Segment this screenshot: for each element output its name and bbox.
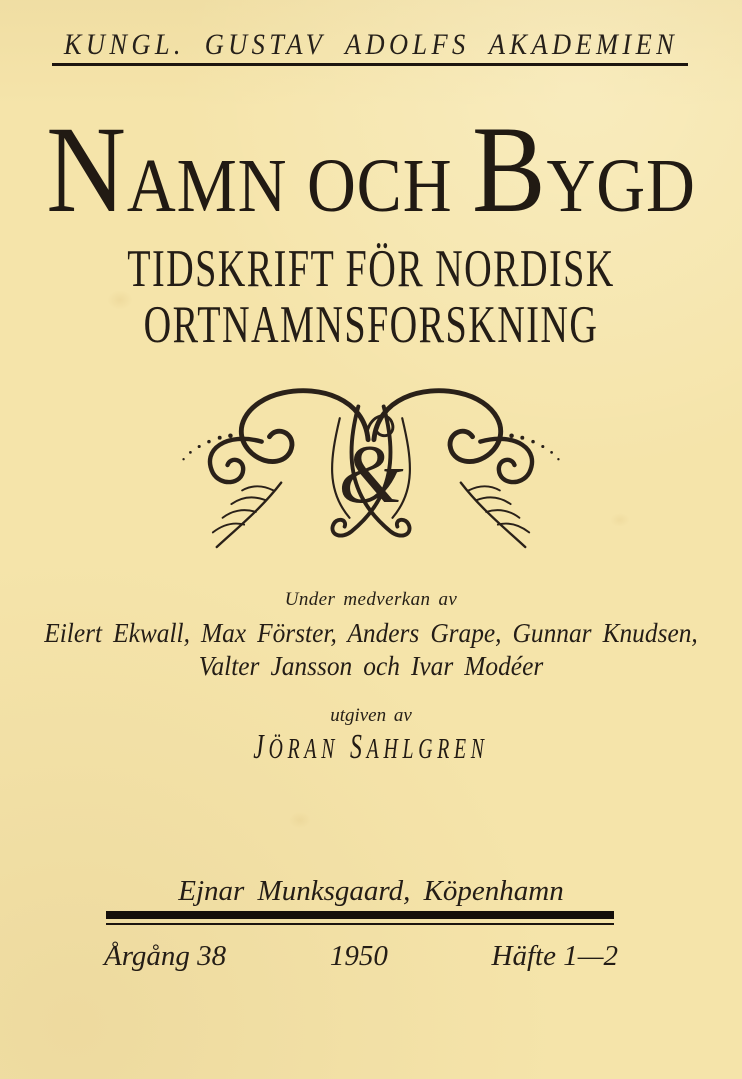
year-label: 1950 <box>329 940 388 972</box>
title-segment: AMN <box>126 144 288 228</box>
journal-subtitle <box>104 241 638 353</box>
subtitle-line-2: ORTNAMNSFORSKNING <box>143 296 599 354</box>
title-segment: YGD <box>546 144 696 228</box>
contributors-names <box>22 617 719 683</box>
editor-name <box>119 729 624 772</box>
title-segment: OCH <box>306 144 453 228</box>
imprint-rule-thick <box>106 911 614 919</box>
editor-name-initial: J <box>253 727 269 766</box>
journal-title <box>41 101 701 238</box>
nb-monogram-icon <box>166 381 576 553</box>
volume-row <box>104 940 618 973</box>
title-initial: B <box>472 101 547 238</box>
title-initial: N <box>46 101 127 238</box>
contributors-line-1: Eilert Ekwall, Max Förster, Anders Grape, Gunnar Knudsen, <box>44 618 698 648</box>
contributors-line-2: Valter Jansson och Ivar Modéer <box>198 651 544 681</box>
contributors-intro: Under medverkan av <box>284 589 458 610</box>
academy-name: KUNGL. GUSTAV ADOLFS AKADEMIEN <box>63 28 679 61</box>
publisher-line: Ejnar Munksgaard, Köpenhamn <box>178 875 564 907</box>
editor-name-segment: ÖRAN <box>268 733 340 765</box>
editor-name-initial: S <box>350 727 367 766</box>
academy-underline-rule <box>52 63 688 66</box>
subtitle-line-1: TIDSKRIFT FÖR NORDISK <box>127 240 615 298</box>
editor-intro: utgiven av <box>330 705 412 726</box>
imprint-rule-thin <box>106 923 614 925</box>
editor-name-segment: AHLGREN <box>366 733 489 765</box>
svg-text:&: & <box>338 428 404 522</box>
volume-label: Årgång 38 <box>104 940 227 972</box>
issue-label: Häfte 1—2 <box>491 940 618 972</box>
